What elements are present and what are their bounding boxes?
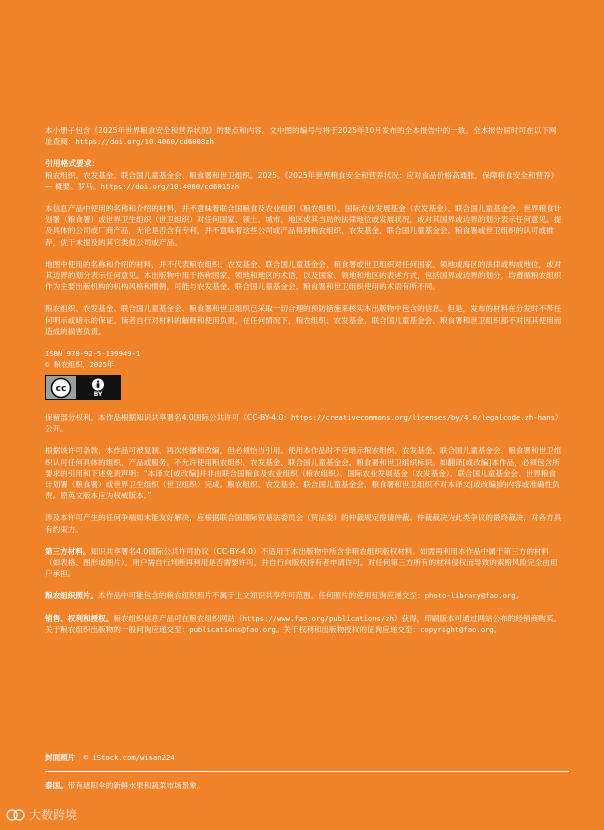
disclaimer-2: 地图中使用的名称和介绍的材料，并不代表粮农组织、农发基金、联合国儿童基金会、粮食署或世卫组织对任何国家、领地或海区的法律或构成地位，或对其边界的划分表示任何意见。本出版物中用于指称国家、领地和地区的术语，以及国家、领地和地区的表述方式，包括国界或边界的划分，均遵循粮农组织作为主要出版机构的机构风格和惯例，可能与农发基金、联合国儿童基金会、粮食署和世卫组织使用的术语有所不同。: [45, 259, 562, 292]
license-link[interactable]: https://creativecommons.org/licenses/by/4.0/legalcode.zh-hans: [290, 413, 555, 423]
disputes: 涉及本许可产生的任何争端如未能友好解决，应根据联合国国际贸易法委员会（贸法委）的仲裁规定提请仲裁。仲裁裁决为此类争议的最终裁决，对各方具有约束力。: [45, 513, 562, 534]
summary-note-text: 本小册子包含《2025年世界粮食安全和营养状况》的要点和内容。文中图的编号与将于2025年10月发布的全本报告中的一致。全本报告届时可在以下网址查阅：: [45, 126, 557, 147]
cc-by-license-badge: [45, 375, 121, 400]
cover-caption: [45, 780, 204, 791]
watermark-text: 大数跨境: [29, 808, 78, 822]
citation-text: 粮农组织、农发基金、联合国儿童基金会、粮食署和世卫组织。2025。《2025年世界粮食安全和营养状况：应对食品价格高通胀，保障粮食安全和营养》 — 概要。罗马。: [45, 170, 559, 191]
publications-email[interactable]: publications@fao.org: [189, 624, 276, 634]
license-text: 保留部分权利。本作品根据知识共享署名4.0国际公共许可（CC-BY-4.0：: [45, 413, 291, 423]
citation-heading: 引用格式要求：: [45, 159, 100, 169]
by-attribution-icon: [76, 376, 120, 399]
copyright: © 粮农组织，2025年: [45, 360, 115, 370]
isbn: ISBN 978-92-5-139949-1: [45, 349, 141, 359]
cover-photo-credit-text: © iStock.com/wisan224: [83, 753, 175, 762]
watermark: [6, 806, 77, 823]
third-party-label: 第三方材料。: [45, 546, 91, 556]
copyright-email[interactable]: copyright@fao.org: [420, 624, 494, 634]
disclaimer-1: 本信息产品中使用的名称和介绍的材料，并不意味着联合国粮食及农业组织（粮农组织）、国际农业发展基金（农发基金）、联合国儿童基金会、世界粮食计划署（粮食署）或世界卫生组织（世卫组织）对任何国家、领土、城市、地区或其当局的法律地位或发展状况，或对其国界或边界的划分表示任何意见。提及具体的公司或厂商产品，无论是否含有专利，并不意味着这些公司或产品得到粮农组织、农发基金、联合国儿童基金会、粮食署或世卫组织的认可或推荐，优于未提及的其它类似公司或产品。: [45, 204, 562, 247]
publications-link[interactable]: https://www.fao.org/publications/zh: [242, 613, 394, 623]
cover-photo-credit: [45, 752, 175, 763]
license-terms: 根据该许可条款，本作品可被复制、再次传播和改编，但必须恰当引用。使用本作品时不应暗示粮农组织、农发基金、联合国儿童基金会、粮食署和世卫组织认可任何具体的组织、产品或服务。不允许使用粮农组织、农发基金、联合国儿童基金会、粮食署和世卫组织标识。如翻译[或改编]本作品，必须包含所要求的引用和下述免责声明：“本译文[或改编]并非由联合国粮食及农业组织（粮农组织）、国际农业发展基金（农发基金）、联合国儿童基金会、世界粮食计划署（粮食署）或世界卫生组织（世卫组织）完成。粮农组织、农发基金、联合国儿童基金会、粮食署和世卫组织不对本译文[或改编]的内容或准确性负责。原英文版本应为权威版本。”: [45, 446, 562, 501]
sales-text: 粮农组织信息产品可在粮农组织网站（: [113, 613, 243, 623]
license-tail: ）公开。: [45, 413, 563, 434]
cover-photo-label: 封面照片: [45, 753, 76, 762]
cc-logo-icon: [46, 376, 76, 399]
citation-link[interactable]: https://doi.org/10.4060/cd6015zh: [100, 181, 240, 191]
sales-text-3: 。关于权利和出版物授权的征询应递交至：: [275, 624, 421, 634]
sales-rights-licensing: [45, 613, 563, 635]
photos-tail: 。: [515, 591, 524, 601]
summary-note-link[interactable]: https://doi.org/10.4060/cd6008zh: [75, 137, 214, 147]
svg-text:cc: cc: [55, 383, 67, 394]
watermark-logo-icon: [6, 808, 26, 822]
sales-text-2: ）获得，印刷版本可通过网站公布的经销商购买。关于粮农组织出版物的一般问询应递交至：: [45, 613, 561, 634]
divider: [45, 771, 569, 772]
caption-text: 带有遮阳伞的新鲜水果和蔬菜市场景象。: [67, 781, 205, 790]
front-matter: [45, 125, 563, 646]
photo-library-email[interactable]: photo-library@fao.org: [424, 591, 516, 601]
photos-text: 本作品中可能包含的粮农组织照片不属于上文知识共享许可范围。任何照片的使用征询应递交至：: [98, 591, 425, 601]
photos-label: 粮农组织照片。: [45, 591, 99, 601]
third-party-text: 知识共享署名4.0国际公共许可协议（CC-BY-4.0）不适用于本出版物中所含非粮农组织版权材料。如需再利用本作品中属于第三方的材料（如表格、图形或图片），用户需自行判断再利用是否需要许可，并自行向版权持有者申请许可。对任何第三方所有的材料侵权而导致的索赔风险完全由用户承担。: [45, 546, 558, 579]
sales-tail: 。: [493, 624, 502, 634]
sales-label: 销售、权利和授权。: [45, 613, 114, 623]
by-label: BY: [93, 390, 103, 398]
caption-country: 泰国。: [45, 781, 68, 790]
summary-note: [45, 125, 563, 147]
third-party-materials: [45, 546, 563, 580]
disclaimer-3: 粮农组织、农发基金、联合国儿童基金会、粮食署和世卫组织已采取一切合理的预防措施来核实本出版物中包含的信息。但是，发布的材料在分发时不带任何明示或暗示的保证。读者自行对材料的解释和使用负责。在任何情况下，粮农组织、农发基金、联合国儿童基金会、粮食署和世卫组织都不对因其使用而造成的损害负责。: [45, 304, 562, 336]
citation: [45, 158, 563, 192]
license-statement: [45, 412, 563, 434]
fao-photographs: [45, 590, 563, 601]
